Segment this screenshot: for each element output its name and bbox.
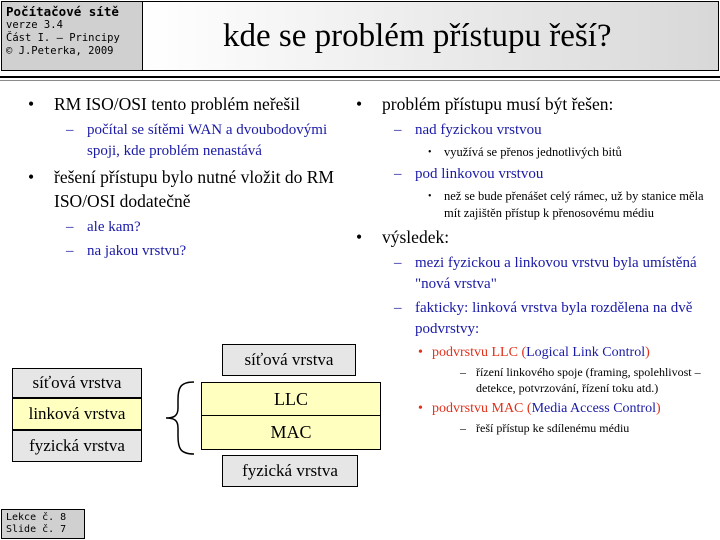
course-info-box — [1, 1, 143, 71]
right-detail-1: • využívá se přenos jednotlivých bitů — [348, 144, 713, 161]
part-text: Část I. – Principy — [6, 32, 120, 44]
llc-item — [348, 343, 713, 362]
mac-detail: – řeší přístup ke sdílenému médiu — [348, 420, 713, 436]
left-sub-1: – počítal se sítěmi WAN a dvoubodovými spoji, kde problém nenastává — [20, 120, 340, 162]
llc-layer-box: LLC — [201, 382, 381, 416]
right-column — [348, 92, 713, 439]
mac-prefix: podvrstvu MAC ( — [432, 401, 532, 416]
left-sub-2: – ale kam? — [20, 217, 340, 238]
right-sub-4: – fakticky: linková vrstva byla rozdělena na dvě podvrstvy: — [348, 298, 713, 340]
llc-prefix: podvrstvu LLC ( — [432, 345, 527, 360]
mac-suffix: ) — [655, 401, 661, 416]
separator-line-thin — [0, 80, 720, 81]
right-detail-2: • než se bude přenášet celý rámec, už by stanice měla mít zajištěn přístup k přenosovému médiu — [348, 188, 713, 222]
right-sub-3: – mezi fyzickou a linkovou vrstvu byla umístěná "nová vrstva" — [348, 253, 713, 295]
left-physical-layer-box: fyzická vrstva — [12, 430, 142, 462]
left-link-layer-box: linková vrstva — [12, 398, 142, 430]
mac-item — [348, 399, 713, 418]
left-bullet-2: • řešení přístupu bylo nutné vložit do RM ISO/OSI dodatečně — [20, 165, 340, 213]
footer-info — [1, 509, 85, 539]
slide-title: kde se problém přístupu řeší? — [223, 18, 612, 54]
left-network-layer-box: síťová vrstva — [12, 368, 142, 398]
left-column — [20, 92, 340, 265]
mac-layer-box: MAC — [201, 415, 381, 450]
llc-suffix: ) — [645, 345, 650, 360]
author-text: © J.Peterka, 2009 — [6, 45, 114, 57]
llc-detail: – řízení linkového spoje (framing, spolehlivost – detekce, potvrzování, řízení toku atd.) — [348, 364, 713, 396]
right-bullet-2: • výsledek: — [348, 225, 713, 249]
llc-name: Logical Link Control — [526, 345, 646, 360]
lecture-number: Lekce č. 8 — [6, 512, 67, 523]
right-bullet-1: • problém přístupu musí být řešen: — [348, 92, 713, 116]
course-name: Počítačové sítě — [6, 4, 119, 19]
mac-name: Media Access Control — [531, 401, 656, 416]
left-bullet-1: • RM ISO/OSI tento problém neřešil — [20, 92, 340, 116]
version-text: verze 3.4 — [6, 19, 63, 31]
right-physical-layer-box: fyzická vrstva — [222, 455, 358, 487]
right-network-layer-box: síťová vrstva — [222, 344, 356, 376]
title-bar — [143, 1, 719, 71]
slide-number: Slide č. 7 — [6, 524, 67, 535]
right-sub-1: – nad fyzickou vrstvou — [348, 120, 713, 141]
left-sub-3: – na jakou vrstvu? — [20, 241, 340, 262]
brace-icon — [150, 380, 198, 456]
right-sub-2: – pod linkovou vrstvou — [348, 164, 713, 185]
separator-line — [0, 76, 720, 78]
